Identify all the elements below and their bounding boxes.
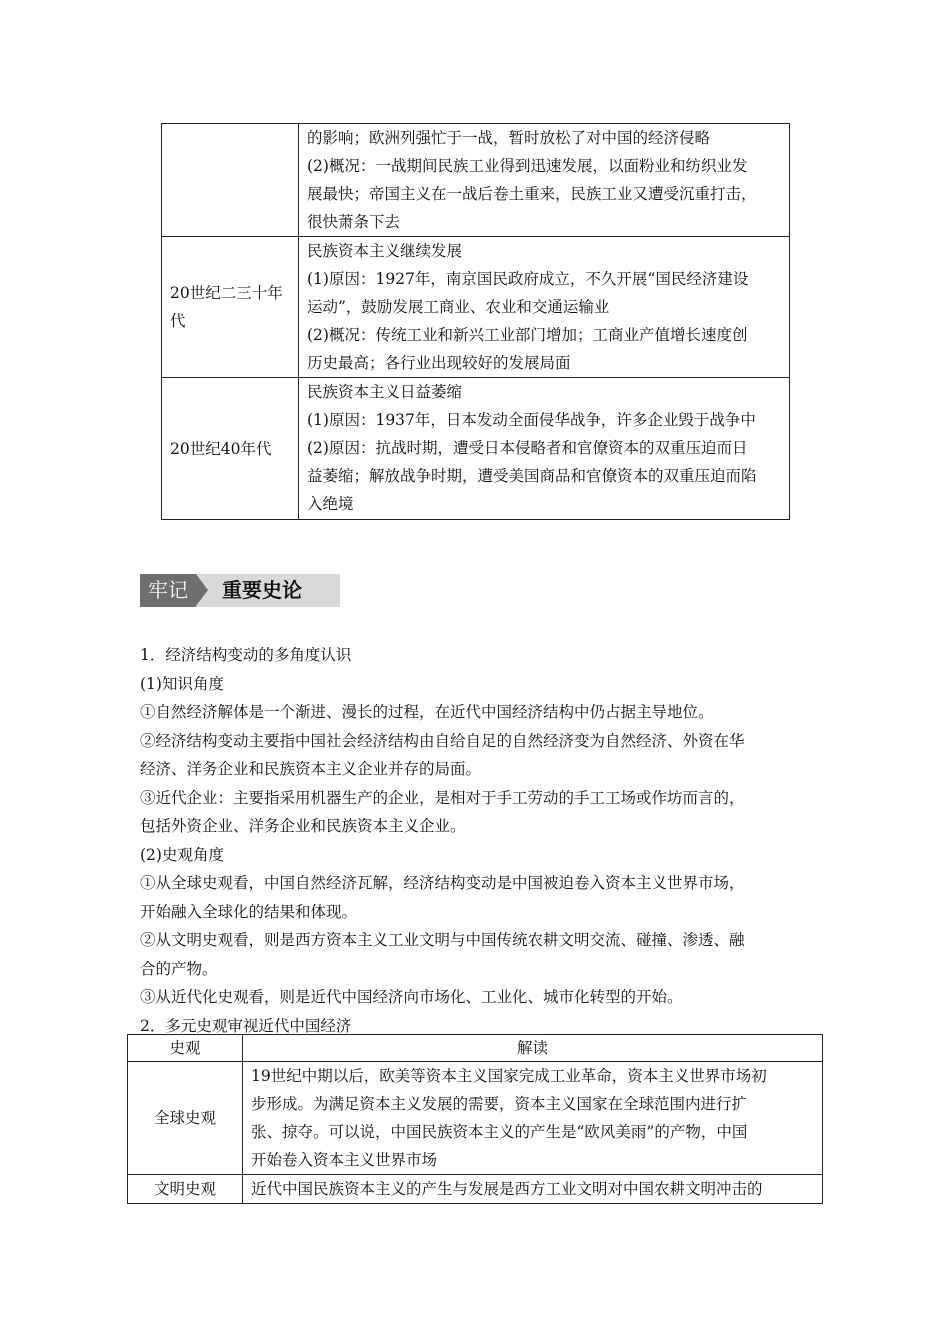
content-line: (2)概况：一战期间民族工业得到迅速发展，以面粉业和纺织业发 [307, 157, 748, 175]
content-line: 步形成。为满足资本主义发展的需要，资本主义国家在全球范围内进行扩 [251, 1095, 748, 1113]
view-cell: 全球史观 [128, 1062, 243, 1175]
paragraph-line: 合的产物。 [140, 959, 218, 978]
banner-arrow-icon [196, 574, 208, 606]
header-interpretation: 解读 [243, 1035, 823, 1062]
section-banner [140, 574, 340, 607]
table-row [162, 124, 790, 237]
table-header-row [128, 1035, 823, 1062]
content-cell [299, 378, 790, 520]
table-row [128, 1175, 823, 1204]
content-line: 展最快；帝国主义在一战后卷土重来，民族工业又遭受沉重打击， [307, 185, 757, 203]
content-line: 开始卷入资本主义世界市场 [251, 1151, 438, 1169]
body-text [140, 641, 820, 1040]
content-line: 运动”，鼓励发展工商业、农业和交通运输业 [307, 298, 610, 316]
period-cell [162, 124, 299, 237]
interpretation-cell [243, 1175, 823, 1204]
period-table [161, 123, 790, 520]
paragraph-line: 1．经济结构变动的多角度认识 [140, 646, 352, 664]
paragraph-line: (1)知识角度 [140, 674, 224, 693]
content-line: (1)原因：1927年，南京国民政府成立，不久开展“国民经济建设 [307, 270, 749, 288]
paragraph-line: 包括外资企业、洋务企业和民族资本主义企业。 [140, 817, 466, 835]
content-line: (2)概况：传统工业和新兴工业部门增加；工商业产值增长速度创 [307, 326, 748, 344]
content-line: 益萎缩；解放战争时期，遭受美国商品和官僚资本的双重压迫而陷 [307, 467, 757, 485]
paragraph-line: ①从全球史观看，中国自然经济瓦解，经济结构变动是中国被迫卷入资本主义世界市场， [140, 874, 745, 892]
content-line: 很快萧条下去 [307, 213, 401, 231]
content-line: 民族资本主义日益萎缩 [307, 383, 463, 401]
paragraph-line: ②从文明史观看，则是西方资本主义工业文明与中国传统农耕文明交流、碰撞、渗透、融 [140, 931, 745, 949]
period-cell: 20世纪二三十年代 [162, 237, 299, 378]
paragraph-line: 经济、洋务企业和民族资本主义企业并存的局面。 [140, 760, 482, 778]
content-line: 民族资本主义继续发展 [307, 242, 463, 260]
table-row [128, 1062, 823, 1175]
history-view-table [127, 1034, 823, 1204]
paragraph-line: ③近代企业：主要指采用机器生产的企业，是相对于手工劳动的手工工场或作坊而言的， [140, 788, 745, 807]
table-row [162, 378, 790, 520]
view-cell: 文明史观 [128, 1175, 243, 1204]
period-cell: 20世纪40年代 [162, 378, 299, 520]
content-line: (2)原因：抗战时期，遭受日本侵略者和官僚资本的双重压迫而日 [307, 439, 748, 457]
content-line: 近代中国民族资本主义的产生与发展是西方工业文明对中国农耕文明冲击的 [251, 1180, 763, 1198]
content-line: 张、掠夺。可以说，中国民族资本主义的产生是“欧风美雨”的产物，中国 [251, 1123, 748, 1141]
paragraph-line: 开始融入全球化的结果和体现。 [140, 902, 358, 921]
content-line: 19世纪中期以后，欧美等资本主义国家完成工业革命，资本主义世界市场初 [251, 1067, 767, 1085]
paragraph-line: ②经济结构变动主要指中国社会经济结构由自给自足的自然经济变为自然经济、外资在华 [140, 731, 745, 750]
content-cell [299, 237, 790, 378]
content-cell [299, 124, 790, 237]
content-line: 历史最高；各行业出现较好的发展局面 [307, 354, 571, 372]
banner-label-left: 牢记 [140, 574, 196, 607]
banner-label-right: 重要史论 [196, 574, 340, 607]
table-row [162, 237, 790, 378]
content-line: 的影响；欧洲列强忙于一战，暂时放松了对中国的经济侵略 [307, 129, 711, 147]
interpretation-cell [243, 1062, 823, 1175]
paragraph-line: 2．多元史观审视近代中国经济 [140, 1016, 352, 1035]
header-view: 史观 [128, 1035, 243, 1062]
paragraph-line: (2)史观角度 [140, 845, 224, 864]
paragraph-line: ③从近代化史观看，则是近代中国经济向市场化、工业化、城市化转型的开始。 [140, 988, 683, 1006]
content-line: (1)原因：1937年，日本发动全面侵华战争，许多企业毁于战争中 [307, 411, 756, 429]
content-line: 入绝境 [307, 495, 354, 513]
paragraph-line: ①自然经济解体是一个渐进、漫长的过程，在近代中国经济结构中仍占据主导地位。 [140, 703, 714, 721]
